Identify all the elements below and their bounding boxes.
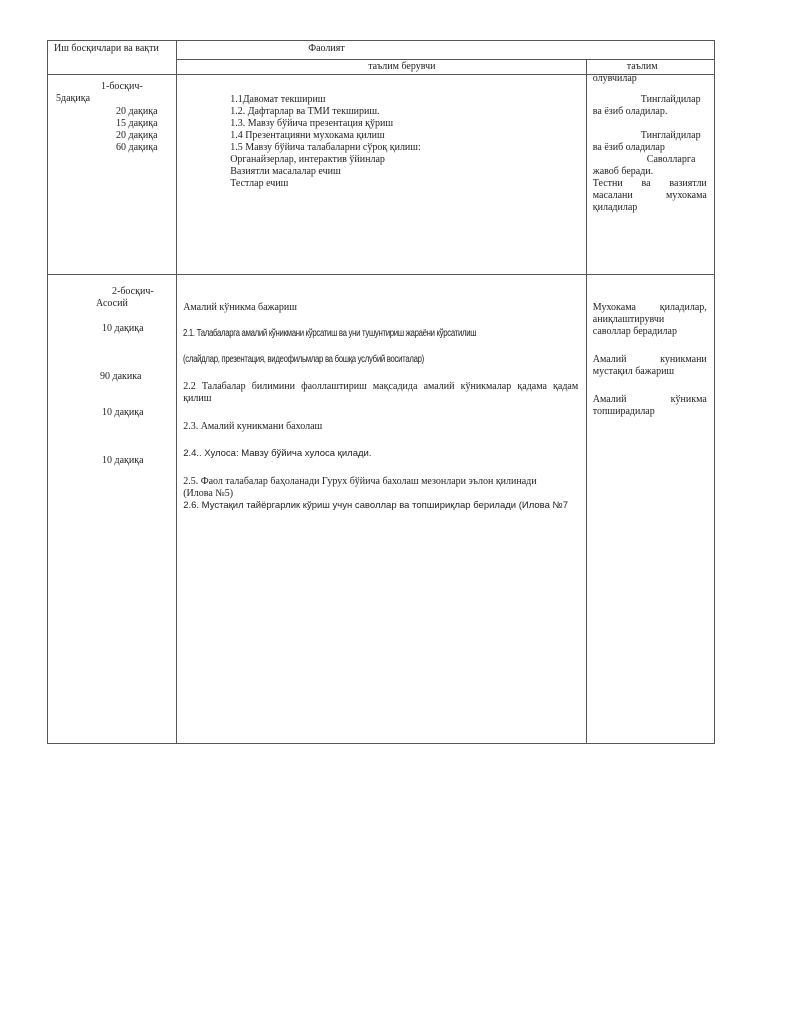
stage1-learner-line: ва ёзиб оладилар. <box>592 105 668 117</box>
stage2-teacher-item: 2.4.. Хулоса: Мавзу бўйича хулоса қилади. <box>183 447 372 459</box>
learner-header-cell <box>586 60 714 84</box>
stage2-teacher-item: (слайдлар, презентация, видеофильмлар ва бошқа услубий воситалар) <box>183 353 425 365</box>
stage2-teacher-cell <box>177 274 587 743</box>
stage1-learner-line: ва ёзиб оладилар <box>592 141 665 153</box>
activity-header-cell <box>177 41 715 60</box>
stage1-teacher-item: 1.5 Мавзу бўйича талабаларни сўроқ қилиш: <box>230 141 421 153</box>
stages-header: Иш босқичлари ва вақти <box>54 43 159 54</box>
stage1-time: 20 дақиқа <box>116 105 158 117</box>
stage2-learner-line: Мухокама қиладилар, <box>592 301 707 313</box>
stage1-learner-line: масалани мухокама <box>592 189 707 201</box>
stage1-teacher-cell <box>177 74 587 274</box>
header-row <box>48 41 715 60</box>
stage1-title: 1-босқич- <box>101 80 143 92</box>
stage2-title: 2-босқич- <box>112 285 154 297</box>
stage2-row <box>48 274 715 743</box>
stage1-time: 20 дақиқа <box>116 129 158 141</box>
stage2-teacher-item: 2.2 Талабалар билимини фаоллаштириш мақсадида амалий кўникмалар қадама қадам <box>183 380 579 392</box>
stage1-teacher-item: Тестлар ечиш <box>230 177 289 189</box>
stage1-teacher-item: Вазиятли масалалар ечиш <box>230 165 341 177</box>
stage2-time-cell <box>48 274 177 743</box>
learner-header-line2: олувчилар <box>592 73 637 84</box>
stage1-time: 15 дақиқа <box>116 117 158 129</box>
stage1-learner-line: қиладилар <box>592 201 638 213</box>
stage1-teacher-item: 1.4 Презентацияни мухокама қилиш <box>230 129 385 141</box>
stage1-learner-cell <box>586 74 714 274</box>
stage1-duration: 5дақиқа <box>56 92 91 104</box>
activity-header: Фаолият <box>308 43 345 54</box>
stage2-learner-line: аниқлаштирувчи <box>592 313 665 325</box>
stage2-teacher-item: (Илова №5) <box>183 487 234 499</box>
stage1-time: 60 дақиқа <box>116 141 158 153</box>
learner-header-line1: таълим <box>626 61 658 72</box>
stage1-learner-line: Саволларга <box>646 153 696 165</box>
stage2-learner-line: саволлар берадилар <box>592 325 677 337</box>
stage1-teacher-item: 1.1Давомат текшириш <box>230 93 326 105</box>
stage2-learner-line: топширадилар <box>592 405 655 417</box>
stage1-row <box>48 74 715 274</box>
stages-header-cell <box>48 41 177 75</box>
stage2-learner-line: Амалий кўникма <box>592 393 707 405</box>
stage2-teacher-item: 2.1. Талабаларга амалий кўникмани кўрсатиш ва уни тушунтириш жараёни кўрсатилиш <box>183 327 477 339</box>
stage2-teacher-intro: Амалий кўникма бажариш <box>183 301 297 313</box>
teacher-header: таълим берувчи <box>368 61 436 72</box>
stage1-learner-line: Тинглайдилар <box>640 129 701 141</box>
stage2-learner-cell <box>586 274 714 743</box>
stage2-teacher-item: 2.5. Фаол талабалар баҳоланади Гурух бўйича бахолаш мезонлари эълон қилинади <box>183 475 537 487</box>
stage2-subtitle: Асосий <box>96 297 128 309</box>
teacher-header-cell <box>177 60 587 75</box>
stage2-teacher-item: 2.6. Мустақил тайёргарлик кўриш учун саволлар ва топшириқлар берилади (Илова №7 <box>183 499 568 511</box>
stage1-teacher-item: 1.2. Дафтарлар ва ТМИ текшириш. <box>230 105 380 117</box>
stage1-time-cell <box>48 74 177 274</box>
stage1-learner-line: Тинглайдилар <box>640 93 701 105</box>
stage2-learner-line: мустақил бажариш <box>592 365 675 377</box>
stage2-time: 10 дақиқа <box>102 454 144 466</box>
lesson-plan-table <box>47 40 715 744</box>
stage1-teacher-item: Органайзерлар, интерактив ўйинлар <box>230 153 385 165</box>
stage2-time: 10 дақиқа <box>102 406 144 418</box>
stage2-teacher-item: қилиш <box>183 392 212 404</box>
stage2-time: 10 дақиқа <box>102 322 144 334</box>
stage2-time: 90 дакика <box>100 370 142 382</box>
stage1-learner-line: Тестни ва вазиятли <box>592 177 707 189</box>
stage2-learner-line: Амалий куникмани <box>592 353 707 365</box>
stage2-teacher-item: 2.3. Амалий куникмани бахолаш <box>183 420 323 432</box>
stage1-learner-line: жавоб беради. <box>592 165 654 177</box>
stage1-teacher-item: 1.3. Мавзу бўйича презентация қўриш <box>230 117 394 129</box>
